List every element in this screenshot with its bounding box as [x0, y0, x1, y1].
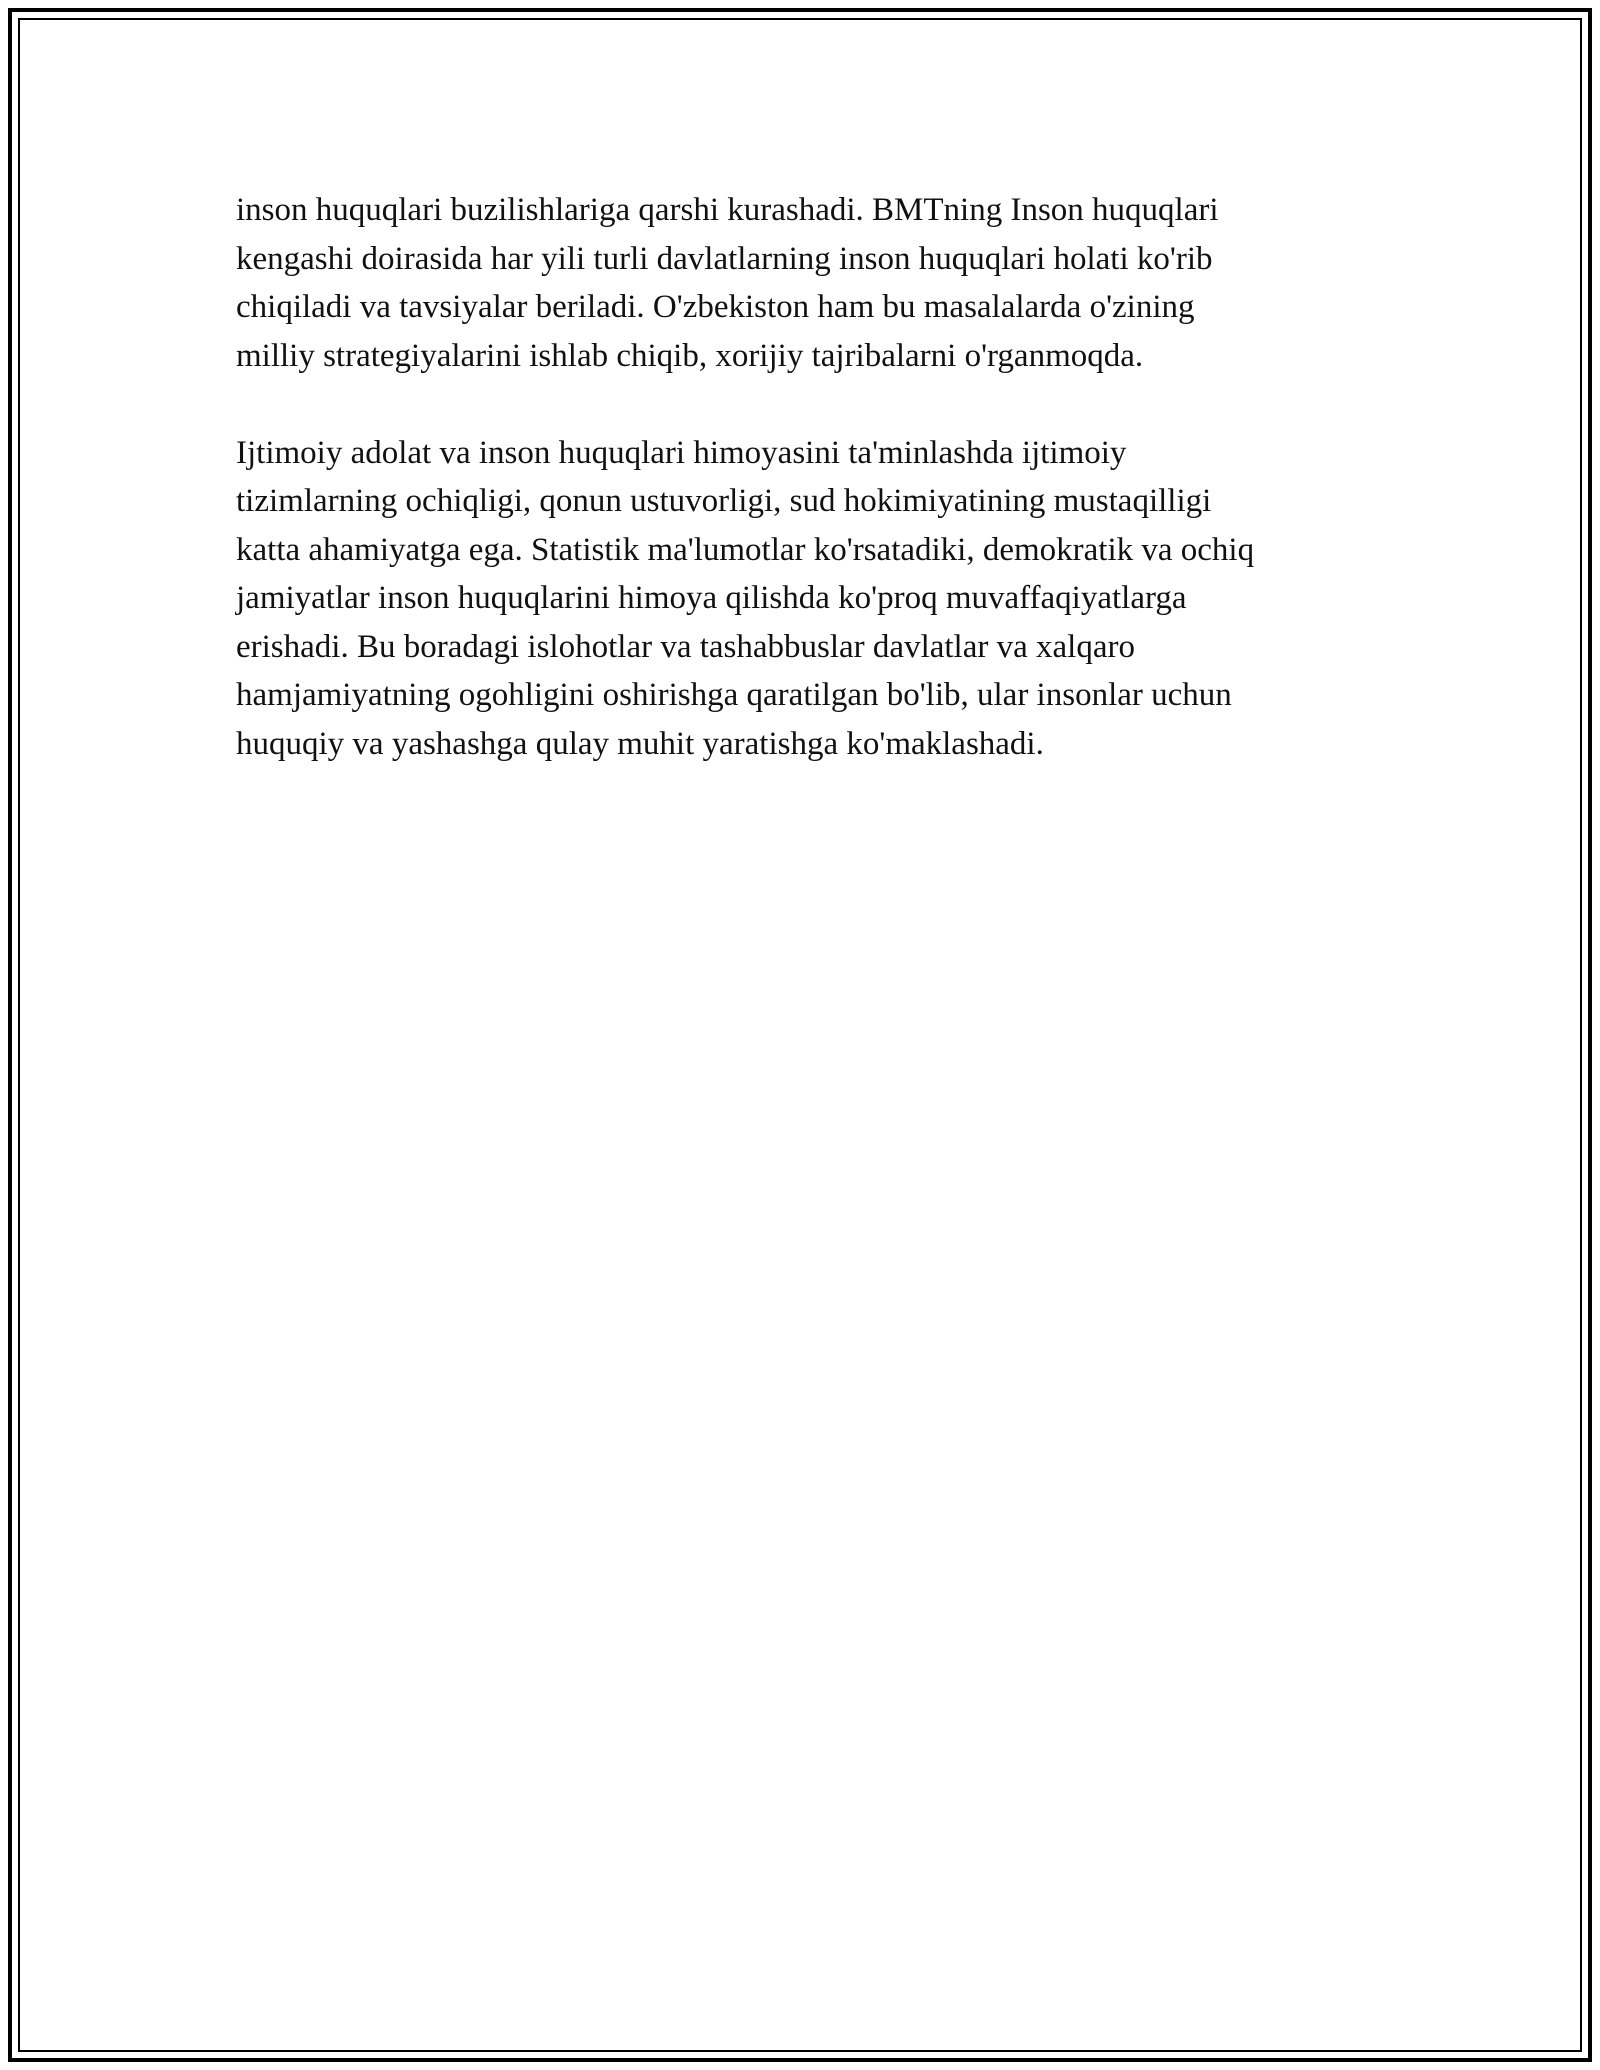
- text-line: Ijtimoiy adolat va inson huquqlari himoyasini ta'minlashda ijtimoiy: [236, 434, 1127, 471]
- text-line: kengashi doirasida har yili turli davlatlarning inson huquqlari holati ko'rib: [236, 240, 1213, 277]
- text-line: milliy strategiyalarini ishlab chiqib, xorijiy tajribalarni o'rganmoqda.: [236, 337, 1144, 374]
- text-line: erishadi. Bu boradagi islohotlar va tashabbuslar davlatlar va xalqaro: [236, 628, 1135, 665]
- text-line: huquqiy va yashashga qulay muhit yaratishga ko'maklashadi.: [236, 725, 1044, 762]
- text-line: hamjamiyatning ogohligini oshirishga qaratilgan bo'lib, ular insonlar uchun: [236, 677, 1232, 713]
- text-line: chiqiladi va tavsiyalar beriladi. O'zbekiston ham bu masalalarda o'zining: [236, 289, 1195, 325]
- paragraph: [236, 186, 1386, 380]
- text-line: inson huquqlari buzilishlariga qarshi kurashadi. BMTning Inson huquqlari: [236, 192, 1219, 228]
- text-line: jamiyatlar inson huquqlarini himoya qilishda ko'proq muvaffaqiyatlarga: [236, 580, 1187, 616]
- document-body: [236, 186, 1386, 817]
- text-line: tizimlarning ochiqligi, qonun ustuvorligi, sud hokimiyatining mustaqilligi: [236, 483, 1212, 519]
- text-line: katta ahamiyatga ega. Statistik ma'lumotlar ko'rsatadiki, demokratik va ochiq: [236, 531, 1255, 568]
- paragraph: [236, 429, 1386, 769]
